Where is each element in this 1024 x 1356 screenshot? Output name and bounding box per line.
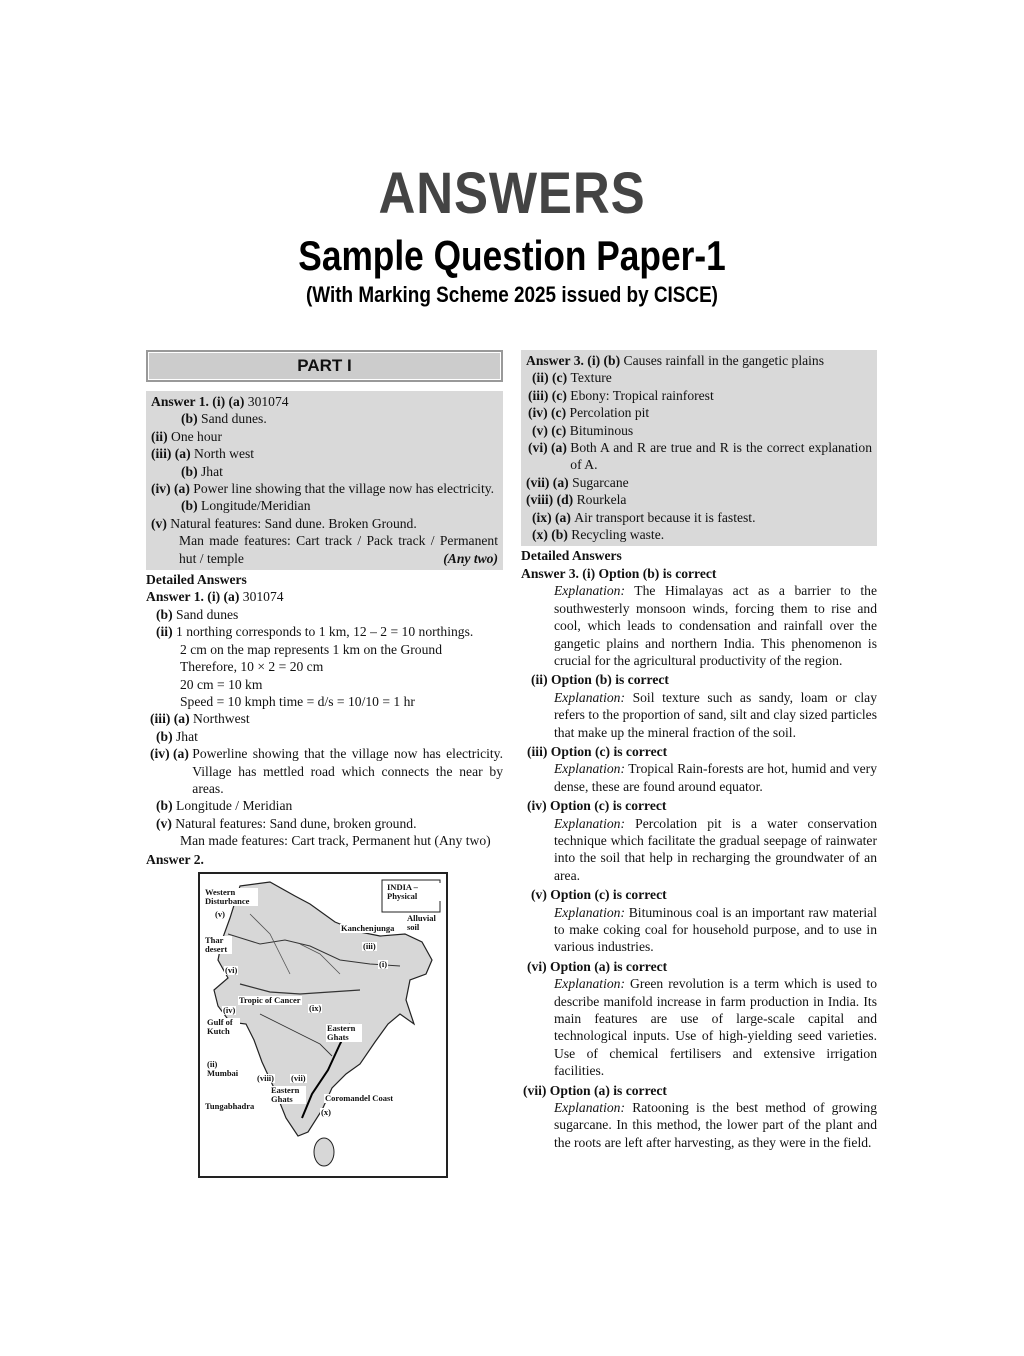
answer-text [574,509,872,526]
answer-text [176,728,503,745]
answer-number: (x) (b) [532,527,572,543]
answer-value: Therefore, 10 × 2 = 20 cm [180,659,324,675]
right-column [521,350,877,1153]
answer-row [526,439,872,474]
answer-value: Air transport because it is fastest. [574,509,756,525]
answer-row [526,404,872,421]
answer-text [176,797,503,814]
map-label: (ix) [309,1002,322,1013]
answer-value: 20 cm = 10 km [180,676,263,692]
option-heading: (vii) Option (a) is correct [523,1082,667,1098]
option-heading: (v) Option (c) is correct [531,887,667,903]
answer-row [151,480,498,497]
india-physical-map [198,872,448,1178]
answer-text [570,439,872,474]
answer-value: Sand dunes. [201,411,267,427]
answer-number: (vi) (a) [528,440,571,456]
marking-scheme-note: (With Marking Scheme 2025 issued by CISCE) [306,282,718,307]
answer-text [577,491,872,508]
answer-value: Speed = 10 kmph time = d/s = 10/10 = 1 hr [180,693,415,709]
map-title: INDIA – Physical [386,883,446,901]
answer-value: Rourkela [576,492,627,508]
explanation-label: Explanation: [554,904,625,920]
answer-text [171,428,498,445]
answer-row [146,832,503,849]
answer-value: Ebony: Tropical rainforest [570,387,714,403]
answer-value: Sugarcane [572,474,629,490]
option-heading: (iii) Option (c) is correct [527,743,668,759]
answer-value: 301074 [242,589,284,605]
answer-row [526,352,872,369]
map-label: Kanchenjunga [341,922,395,933]
answer-value: Texture [570,370,612,386]
explanation-label: Explanation: [554,1100,625,1116]
map-label: (v) [215,908,225,919]
explanation-text: Soil texture such as sandy, loam or clay refers to the proportion of sand, silt and clay sized particles that make up the mineral fraction of the soil. [554,689,877,740]
map-label: (vi) [225,964,238,975]
answer-value: Bituminous [569,422,634,438]
answer-text [193,480,498,497]
explanation-label: Explanation: [554,815,625,831]
answer-row [526,474,872,491]
answer-row [146,606,503,623]
answer-row [526,387,872,404]
answer-text [571,369,873,386]
explanation [554,582,877,669]
explanation-label: Explanation: [554,689,625,705]
answer-row [146,623,503,640]
map-label: Western Disturbance [204,888,258,906]
map-label: Alluvial soil [406,914,442,932]
answer-key-box [521,350,877,546]
answer-value: Jhat [176,728,198,744]
map-label: (iv) [223,1004,236,1015]
answer-row [146,693,503,710]
option-heading: (iv) Option (c) is correct [527,798,667,814]
map-label: Gulf of Kutch [206,1018,240,1036]
answer-number: (vii) (a) [526,474,573,490]
option-heading: Answer 3. (i) Option (b) is correct [521,565,717,581]
explanation-label: Explanation: [554,976,625,992]
answer-number: (ii) (c) [532,370,571,386]
answer-row [146,658,503,675]
answer-value: Recycling waste. [571,527,665,543]
answer-number: (iv) (a) [151,481,194,497]
answer-text [194,445,498,462]
map-label: (ii) Mumbai [206,1060,246,1078]
answer-text [570,387,872,404]
answer-number: (ii) [156,624,177,640]
part-heading: PART I [146,350,503,382]
answer-number: (b) [181,411,202,427]
left-column [146,350,503,1178]
answer-row [151,410,498,427]
answer-text [179,532,498,567]
answer-text [170,515,498,532]
answer-row [146,588,503,605]
answer-number: (b) [156,798,177,814]
answer-text [243,588,503,605]
explanation-text: Bituminous coal is an important raw material to make coking coal for household purpose, and to use in various industries. [554,904,877,955]
answer-text [180,658,503,675]
answer-number: (b) [181,498,202,514]
answer-row [146,815,503,832]
answer-value: Causes rainfall in the gangetic plains [623,353,824,368]
answer-row [146,641,503,658]
detailed-answers-list [521,565,877,1151]
explanation-label: Explanation: [554,583,625,599]
answer-value: 301074 [247,394,289,409]
explanation-text: Green revolution is a term which is used to describe manifold increase in farm production in India. Its main features are use of large-scale capital and technological inputs. Use of high-yielding seed varieties. Use of chemical fertilisers and extensive irrigation facilities. [554,976,877,1079]
explanation [554,904,877,956]
answer-value: Percolation pit [569,405,650,421]
map-label: Coromandel Coast [325,1092,394,1103]
answer-value: Longitude/Meridian [201,498,311,514]
explanation [554,760,877,795]
answer-text [180,641,503,658]
answer-text [571,526,872,543]
answer-text [624,352,872,369]
answer-text [570,422,872,439]
answer-row [526,491,872,508]
answer-text [180,693,503,710]
detailed-answers-list [146,588,503,849]
answer-value: Sand dunes [176,606,239,622]
map-label: (x) [321,1106,331,1117]
explanation-label: Explanation: [554,761,625,777]
answer-row [151,428,498,445]
explanation [554,975,877,1079]
answer-value: Powerline showing that the village now has electricity. Village has mettled road which connects the near by areas. [192,746,503,796]
answer-number: (ii) [151,428,172,444]
answer-number: (iii) (a) [150,711,194,727]
answer-text [176,606,503,623]
answer-text [570,404,872,421]
answer-row [151,497,498,514]
answer-text [180,676,503,693]
answer-row [526,526,872,543]
answer-value: Man made features: Cart track, Permanent hut (Any two) [180,833,491,849]
answer-row [146,797,503,814]
map-label: Eastern Ghats [326,1024,362,1042]
answer-row [526,422,872,439]
map-label: (vii) [291,1072,306,1083]
explanation-text: Tropical Rain-forests are hot, humid and very dense, these are found around equator. [554,761,877,794]
detailed-answers-heading: Detailed Answers [146,572,247,588]
answer-text [176,623,503,640]
answer-row [151,393,498,410]
explanation [554,1099,877,1151]
any-two-note: (Any two) [443,550,498,566]
answer-value: 2 cm on the map represents 1 km on the Ground [180,641,442,657]
answer-text [201,463,498,480]
detailed-answers-heading: Detailed Answers [521,548,622,564]
answer-row [146,728,503,745]
answer-row [146,710,503,727]
option-heading: (vi) Option (a) is correct [527,958,668,974]
answer-row [151,532,498,567]
answer-number: (v) [156,815,176,831]
answer-value: 1 northing corresponds to 1 km, 12 – 2 = 10 northings. [176,624,474,640]
map-label: (iii) [363,940,376,951]
page-title: ANSWERS [378,161,646,226]
answer-number: (b) [156,728,177,744]
answer-number: (b) [181,463,202,479]
answer-number: (iv) (c) [528,405,570,421]
explanation-text: Percolation pit is a water conservation technique which facilitate the gradual seepage of rainwater into the soil that help in recharging the groundwater of an area. [554,815,877,883]
answer-number: (iii) (c) [528,387,571,403]
answer-value: Northwest [193,711,250,727]
answer-value: Natural features: Sand dune. Broken Ground. [170,515,417,531]
answer-row [146,676,503,693]
explanation [554,689,877,741]
explanation-text: The Himalayas act as a barrier to the southwesterly monsoon winds, forcing them to rise and cool, which leads to condensation and rainfall over the gangetic plains and northern India. This phenomenon is crucial for the agricultural productivity of the region. [554,583,877,668]
answer-number: (v) [151,515,171,531]
map-label: Tungabhadra [205,1100,255,1111]
answer-number: Answer 1. (i) (a) [151,394,248,409]
map-label: (i) [379,958,388,969]
answer-row [526,369,872,386]
answer-text [572,474,872,491]
answer-row [151,445,498,462]
answer-row [151,515,498,532]
explanation [554,815,877,885]
answer-row [151,463,498,480]
answer-value: Natural features: Sand dune, broken ground. [175,815,417,831]
answer-key-box [146,391,503,570]
answer-number: Answer 3. (i) (b) [526,353,624,368]
answer-value: One hour [171,428,222,444]
map-label: Eastern Ghats [270,1086,306,1104]
answer-text [192,745,503,797]
explanation-text: Ratooning is the best method of growing sugarcane. In this method, the lower part of the plant and the roots are left after harvesting, as they were in the field. [554,1100,877,1150]
map-label: (viii) [257,1072,274,1083]
answer-2-heading: Answer 2. [146,851,204,867]
answer-value: North west [194,446,255,462]
answer-value: Jhat [201,463,223,479]
answer-text [248,393,498,410]
map-label: Thar desert [204,936,232,954]
option-heading: (ii) Option (b) is correct [531,672,669,688]
answer-text [193,710,503,727]
answer-number: (iv) (a) [150,746,193,762]
answer-number: (b) [156,606,177,622]
answer-row [146,745,503,797]
answer-number: (v) (c) [532,422,570,438]
answer-row [526,509,872,526]
answer-text [201,410,498,427]
answer-number: (ix) (a) [532,509,575,525]
answer-text [175,815,503,832]
paper-title: Sample Question Paper-1 [298,232,726,279]
answer-number: (viii) (d) [526,492,577,508]
answer-text [180,832,503,849]
answer-value: Power line showing that the village now has electricity. [193,481,495,497]
answer-number: Answer 1. (i) (a) [146,589,243,605]
answer-value: Man made features: Cart track / Pack track / Permanent hut / temple [179,533,498,566]
map-label: Tropic of Cancer [239,994,301,1005]
answer-text [201,497,498,514]
answer-value: Longitude / Meridian [176,798,293,814]
answer-value: Both A and R are true and R is the correct explanation of A. [570,440,872,473]
answer-number: (iii) (a) [151,446,195,462]
